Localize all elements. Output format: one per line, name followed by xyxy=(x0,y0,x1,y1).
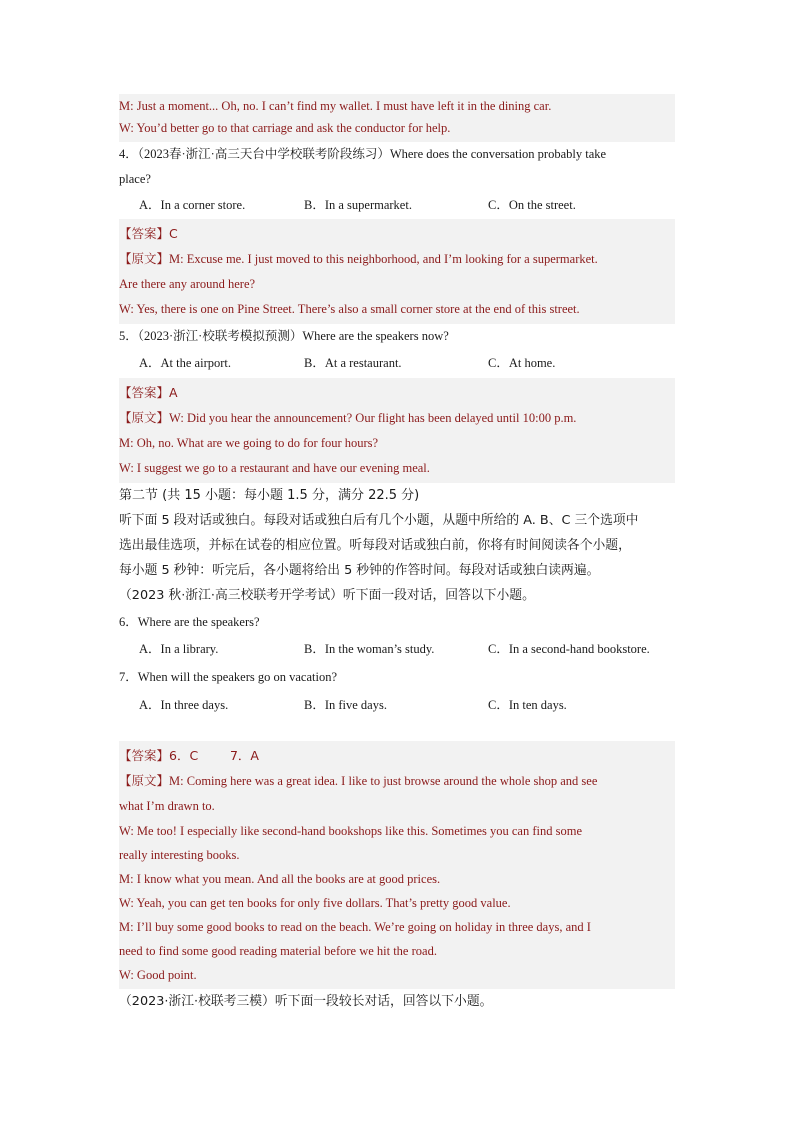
question-5-options xyxy=(119,349,675,378)
transcript-text: M: Coming here was a great idea. I like to just browse around the whole shop and see xyxy=(169,774,598,788)
option-a: A．In a library. xyxy=(139,642,219,656)
transcript-line xyxy=(119,246,675,272)
transcript-text: M: Excuse me. I just moved to this neighborhood, and I’m looking for a supermarket. xyxy=(169,252,598,266)
answer-5: 【答案】A xyxy=(119,385,178,400)
option-b: B．In five days. xyxy=(304,698,387,712)
question-6-options xyxy=(119,636,675,663)
passage-source: （2023 秋·浙江·高三校联考开学考试）听下面一段对话，回答以下小题。 xyxy=(119,588,535,603)
transcript-line: really interesting books. xyxy=(119,848,240,862)
transcript-block-prev xyxy=(119,94,675,142)
transcript-label: 【原文】 xyxy=(119,773,170,788)
transcript-line: what I’m drawn to. xyxy=(119,799,215,813)
option-c: C．In ten days. xyxy=(488,698,567,712)
transcript-line: M: Oh, no. What are we going to do for four hours? xyxy=(119,436,379,450)
transcript-line: W: Yeah, you can get ten books for only five dollars. That’s pretty good value. xyxy=(119,896,511,910)
transcript-line: W: Good point. xyxy=(119,968,197,982)
transcript-line: Are there any around here? xyxy=(119,277,256,291)
section-instructions: 选出最佳选项，并标在试卷的相应位置。听每段对话或独白前，你将有时间阅读各个小题， xyxy=(119,538,631,553)
transcript-line xyxy=(119,405,675,431)
section-title: 第二节 (共 15 小题：每小题 1.5 分，满分 22.5 分) xyxy=(119,488,420,503)
option-a: A．In a corner store. xyxy=(139,198,246,212)
spacer xyxy=(119,719,675,741)
option-c: C．On the street. xyxy=(488,198,576,212)
transcript-line: M: Just a moment... Oh, no. I can’t find my wallet. I must have left it in the dining car. xyxy=(119,99,552,113)
question-4-cont: place? xyxy=(119,172,151,186)
transcript-line: need to find some good reading material before we hit the road. xyxy=(119,944,437,958)
transcript-text: W: Did you hear the announcement? Our flight has been delayed until 10:00 p.m. xyxy=(169,411,577,425)
transcript-line: W: You’d better go to that carriage and ask the conductor for help. xyxy=(119,121,451,135)
answer-block-4 xyxy=(119,219,675,324)
transcript-label: 【原文】 xyxy=(119,410,170,425)
transcript-line: W: Yes, there is one on Pine Street. There’s also a small corner store at the end of this street. xyxy=(119,302,580,316)
option-b: B．In a supermarket. xyxy=(304,198,412,212)
question-7-options xyxy=(119,691,675,719)
option-c: C．At home. xyxy=(488,356,556,370)
transcript-line: W: Me too! I especially like second-hand bookshops like this. Sometimes you can find some xyxy=(119,824,582,838)
section-instructions: 听下面 5 段对话或独白。每段对话或独白后有几个小题，从题中所给的 A. B、C 三个选项中 xyxy=(119,513,639,528)
option-a: A．In three days. xyxy=(139,698,229,712)
question-4-options xyxy=(119,192,675,219)
option-a: A．At the airport. xyxy=(139,356,231,370)
option-b: B．At a restaurant. xyxy=(304,356,402,370)
transcript-label: 【原文】 xyxy=(119,251,170,266)
transcript-line: W: I suggest we go to a restaurant and have our evening meal. xyxy=(119,461,430,475)
question-7: 7．When will the speakers go on vacation? xyxy=(119,670,337,684)
section-instructions: 每小题 5 秒钟：听完后，各小题将给出 5 秒钟的作答时间。每段对话或独白读两遍。 xyxy=(119,563,600,578)
question-6: 6．Where are the speakers? xyxy=(119,615,260,629)
answer-block-5 xyxy=(119,378,675,483)
passage-source: （2023·浙江·校联考三模）听下面一段较长对话，回答以下小题。 xyxy=(119,994,493,1009)
transcript-line: M: I know what you mean. And all the books are at good prices. xyxy=(119,872,441,886)
question-4: 4．（2023春·浙江·高三天台中学校联考阶段练习）Where does the conversation probably take xyxy=(119,147,607,161)
question-5: 5．（2023·浙江·校联考模拟预测）Where are the speakers now? xyxy=(119,329,449,343)
answer-block-6-7 xyxy=(119,741,675,989)
answer-4: 【答案】C xyxy=(119,226,178,241)
transcript-line xyxy=(119,768,675,794)
answer-6-7: 【答案】6．C 7．A xyxy=(119,748,259,763)
option-b: B．In the woman’s study. xyxy=(304,642,435,656)
document-page xyxy=(119,94,675,1014)
option-c: C．In a second-hand bookstore. xyxy=(488,642,650,656)
transcript-line: M: I’ll buy some good books to read on the beach. We’re going on holiday in three days, and I xyxy=(119,920,591,934)
